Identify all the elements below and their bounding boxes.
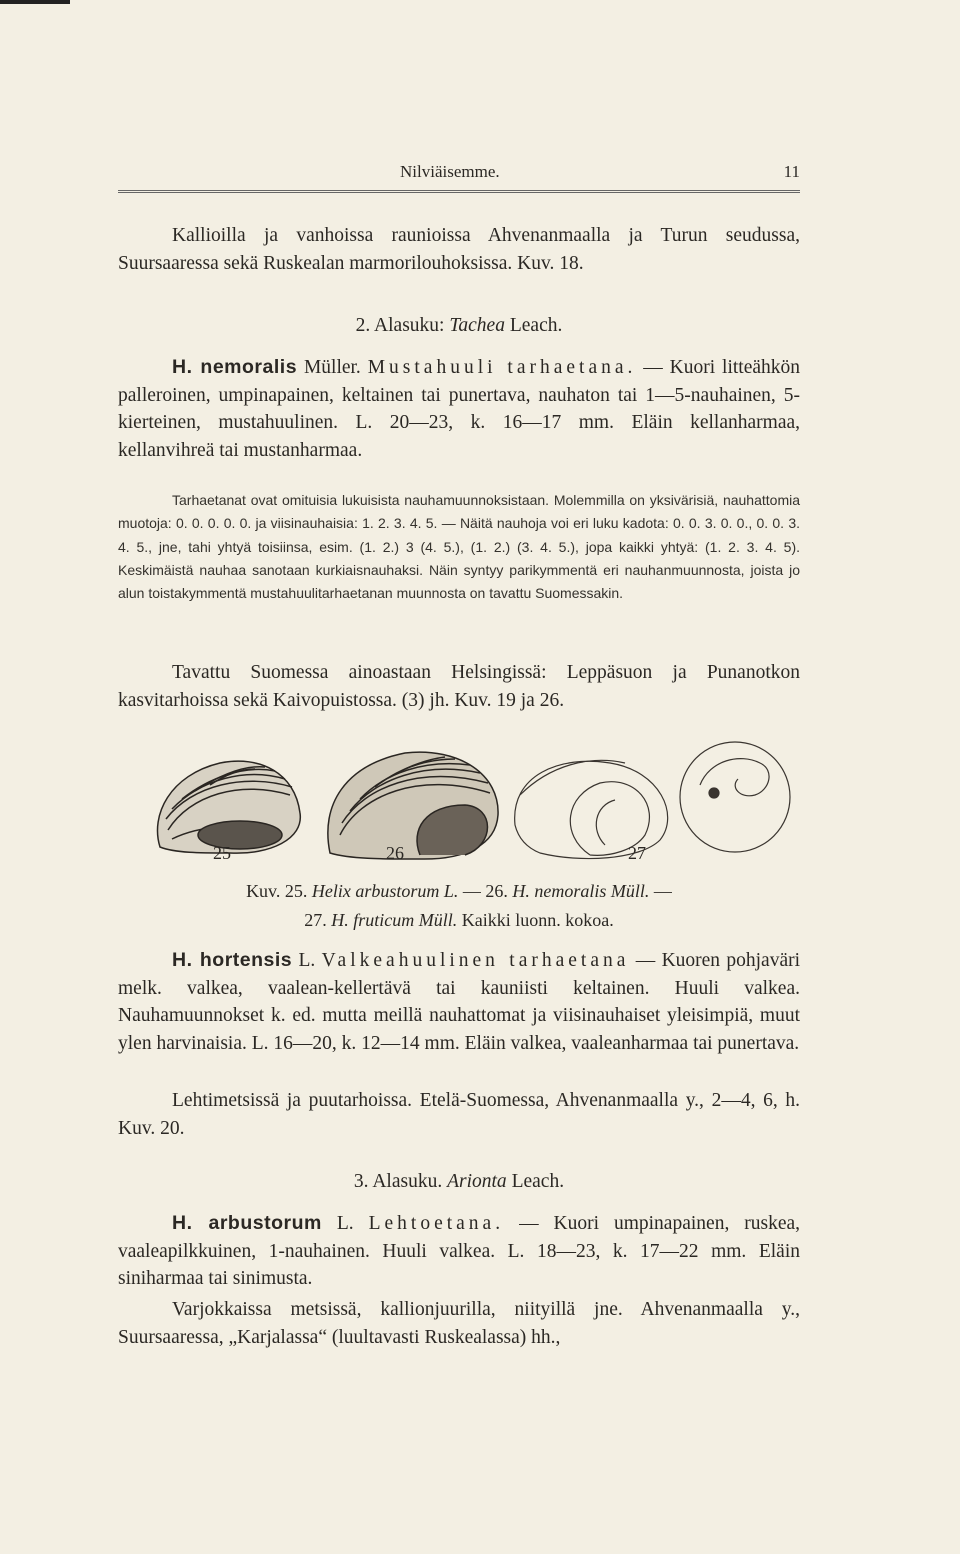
subgenus-prefix: 2. Alasuku: bbox=[355, 315, 445, 336]
species-author: L. bbox=[336, 1213, 354, 1234]
shell-26-drawing bbox=[328, 752, 498, 859]
species-description: — Kuori umpinapainen, ruskea, vaaleapilkkuinen, 1-nauhainen. Huuli valkea. L. 18—23, k. 17—22 mm. Eläin siniharmaa tai sinimusta. bbox=[118, 1213, 801, 1290]
header-rule bbox=[118, 190, 800, 193]
figure-number-27: 27 bbox=[628, 843, 646, 863]
nemoralis-distribution bbox=[118, 659, 800, 714]
shell-27-drawing bbox=[680, 742, 790, 852]
subgenus-tachea-heading bbox=[118, 312, 800, 340]
species-common-name: Valkeahuulinen tarhaetana bbox=[321, 950, 630, 971]
species-hortensis bbox=[118, 947, 800, 1057]
page-number: 11 bbox=[783, 162, 800, 181]
subgenus-name: Arionta bbox=[447, 1171, 507, 1192]
species-description: — Kuori litteähkön palleroinen, umpinapainen, keltainen tai punertava, nauhaton tai 1—5-nauhainen, 5-kierteinen, mustahuulinen. L. 20—23, k. 16—17 mm. Eläin kellanharmaa, kellanvihreä tai mustanharmaa. bbox=[118, 357, 801, 461]
species-name: H. nemoralis bbox=[172, 356, 298, 378]
arbustorum-distribution bbox=[118, 1296, 800, 1351]
distribution-text: Tavattu Suomessa ainoastaan Helsingissä: Leppäsuon ja Punanotkon kasvitarhoissa sekä Kaivopuistossa. (3) jh. Kuv. 19 ja 26. bbox=[118, 662, 800, 711]
species-nemoralis bbox=[118, 354, 800, 464]
figure-number-26: 26 bbox=[386, 843, 404, 863]
small-print-text: Tarhaetanat ovat omituisia lukuisista nauhamuunnoksistaan. Molemmilla on yksivärisiä, nauhattomia muotoja: 0. 0. 0. 0. 0. ja viisinauhaisia: 1. 2. 3. 4. 5. — Näitä nauhoja voi eri luku kadota: 0. 0. 3. 0. 0., 0. 0. 3. 4. 5., jne, tahi yhtyä toisiinsa, esim. (1. 2.) 3 (4. 5.), (1. 2.) (3. 4. 5.), jopa kaikki yhtyä: (1. 2. 3. 4. 5). Keskimäistä nauhaa sanotaan kurkiaisnauhaksi. Näin syntyy parikymmentä eri nauhanmuunnosta, joista jo alun toistakymmentä mustahuulitarhaetanan muunnosta on tavattu Suomessakin. bbox=[118, 492, 800, 602]
hortensis-distribution bbox=[118, 1087, 800, 1142]
subgenus-arionta-heading bbox=[118, 1168, 800, 1196]
subgenus-name: Tachea bbox=[449, 315, 505, 336]
subgenus-prefix: 3. Alasuku. bbox=[353, 1171, 443, 1192]
figure-caption bbox=[118, 877, 800, 935]
distribution-text: Lehtimetsissä ja puutarhoissa. Etelä-Suomessa, Ahvenanmaalla y., 2—4, 6, h. Kuv. 20. bbox=[118, 1090, 800, 1139]
species-name: H. arbustorum bbox=[172, 1212, 322, 1234]
running-title: Nilviäisemme. bbox=[400, 162, 500, 181]
species-author: Müller. bbox=[303, 357, 361, 378]
figure-number-25: 25 bbox=[213, 843, 231, 863]
distribution-text: Varjokkaissa metsissä, kallionjuurilla, niityillä jne. Ahvenanmaalla y., Suursaaressa, „Karjalassa“ (luultavasti Ruskealassa) hh., bbox=[118, 1299, 800, 1348]
species-arbustorum bbox=[118, 1210, 800, 1293]
species-author: L. bbox=[298, 950, 316, 971]
species-name: H. hortensis bbox=[172, 949, 293, 971]
shell-25-drawing bbox=[158, 761, 301, 853]
intro-text: Kallioilla ja vanhoissa raunioissa Ahvenanmaalla ja Turun seudussa, Suursaaressa sekä Ruskealan marmorilouhoksissa. Kuv. 18. bbox=[118, 225, 800, 274]
caption-line-2: 27. H. fruticum Müll. Kaikki luonn. kokoa. bbox=[304, 910, 614, 930]
species-common-name: Lehtoetana. bbox=[368, 1213, 505, 1234]
subgenus-author: Leach. bbox=[511, 1171, 565, 1192]
nemoralis-small-print bbox=[118, 489, 800, 605]
paragraph-intro bbox=[118, 222, 800, 277]
species-common-name: Mustahuuli tarhaetana. bbox=[367, 357, 637, 378]
caption-line-1: Kuv. 25. Helix arbustorum L. — 26. H. nemoralis Müll. — bbox=[246, 881, 672, 901]
subgenus-author: Leach. bbox=[509, 315, 563, 336]
species-description: — Kuoren pohjaväri melk. valkea, vaalean-kellertävä tai kauniisti keltainen. Huuli valkea. Nauhamuunnokset k. ed. mutta meillä nauhattomat ja viisinauhaiset yleisimpiä, muut ylen harvinaisia. L. 16—20, k. 12—14 mm. Eläin valkea, vaaleanharmaa tai punertava. bbox=[118, 950, 801, 1054]
running-header bbox=[118, 162, 800, 192]
page-edge-mark bbox=[0, 0, 70, 4]
